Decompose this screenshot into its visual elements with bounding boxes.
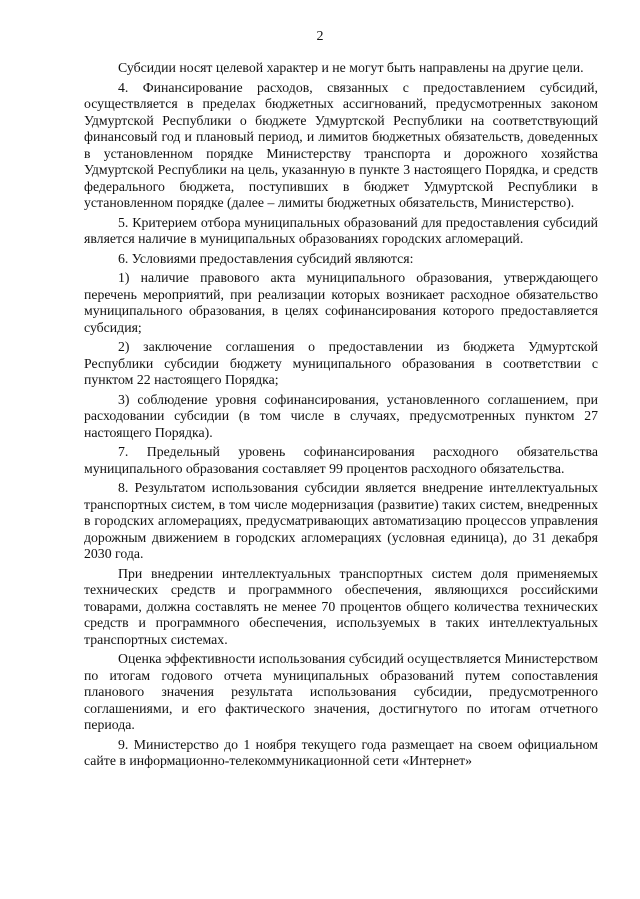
paragraph-item-8: 8. Результатом использования субсидии является внедрение интеллектуальных транспортных систем, в том числе модернизация (развитие) таких систем, внедренных в городских агломерациях, предусматривающих автоматизацию процессов управления дорожным движением в городских агломерациях (условная единица), до 31 декабря 2030 года.	[84, 480, 598, 561]
paragraph-condition-1: 1) наличие правового акта муниципального образования, утверждающего перечень мероприятий, при реализации которых возникает расходное обязательство муниципального образования, в целях софинансирования которого предоставляется субсидия;	[84, 270, 598, 335]
paragraph-item-9: 9. Министерство до 1 ноября текущего года размещает на своем официальном сайте в информационно-телекоммуникационной сети «Интернет»	[84, 736, 598, 768]
paragraph-its-share: При внедрении интеллектуальных транспортных систем доля применяемых технических средств и программного обеспечения, являющихся российскими товарами, должна составлять не менее 70 процентов общего количества технических средств и программного обеспечения, используемых в таких интеллектуальных транспортных системах.	[84, 565, 598, 647]
paragraph-item-4: 4. Финансирование расходов, связанных с предоставлением субсидий, осуществляется в пределах бюджетных ассигнований, предусмотренных законом Удмуртской Республики о бюджете Удмуртской Республики на соответствующий финансовый год и плановый период, и лимитов бюджетных обязательств, доведенных в установленном порядке Министерству транспорта и дорожного хозяйства Удмуртской Республики на цель, указанную в пункте 3 настоящего Порядка, и средств федерального бюджета, поступивших в бюджет Удмуртской Республики в установленном порядке (далее – лимиты бюджетных обязательств, Министерство).	[84, 79, 598, 210]
paragraph-item-6: 6. Условиями предоставления субсидий являются:	[118, 250, 414, 266]
paragraph-condition-3: 3) соблюдение уровня софинансирования, установленного соглашением, при расходовании субсидии (в том числе в случаях, предусмотренных пунктом 27 настоящего Порядка).	[84, 391, 598, 440]
paragraph-item-5: 5. Критерием отбора муниципальных образований для предоставления субсидий является наличие в муниципальных образованиях городских агломераций.	[84, 214, 598, 246]
paragraph-efficiency-assessment: Оценка эффективности использования субсидий осуществляется Министерством по итогам годового отчета муниципальных образований путем сопоставления планового значения результата использования субсидии, предусмотренного соглашениями, и его фактического значения, достигнутого по итогам отчетного периода.	[84, 651, 598, 732]
paragraph-condition-2: 2) заключение соглашения о предоставлении из бюджета Удмуртской Республики субсидии бюджету муниципального образования в соответствии с пунктом 22 настоящего Порядка;	[84, 339, 598, 387]
paragraph-subsidy-purpose: Субсидии носят целевой характер и не могут быть направлены на другие цели.	[118, 60, 584, 75]
document-body	[84, 60, 598, 773]
paragraph-item-7: 7. Предельный уровень софинансирования расходного обязательства муниципального образования составляет 99 процентов расходного обязательства.	[84, 444, 598, 476]
page-number: 2	[316, 29, 324, 44]
